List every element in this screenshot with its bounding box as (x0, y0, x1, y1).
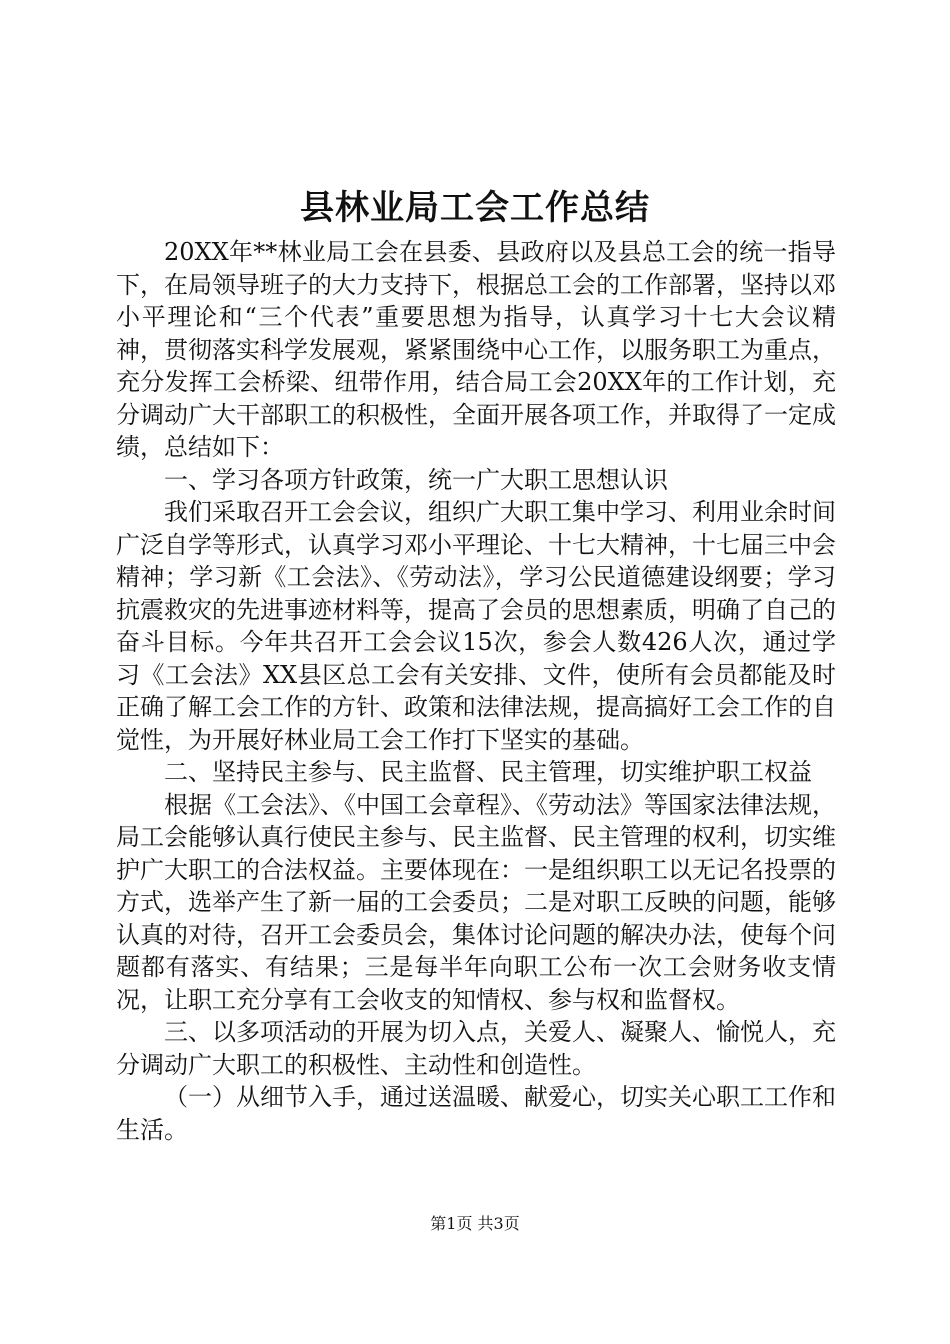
section-heading-3: 三、以多项活动的开展为切入点，关爱人、凝聚人、愉悦人，充分调动广大职工的积极性、主动性和创造性。 (116, 1018, 836, 1079)
subsection-heading-3-1: （一）从细节入手，通过送温暖、献爱心，切实关心职工工作和生活。 (116, 1083, 836, 1144)
page-footer: 第1页 共3页 (430, 1214, 520, 1233)
section-heading-2: 二、坚持民主参与、民主监督、民主管理，切实维护职工权益 (164, 758, 812, 786)
section-heading-1: 一、学习各项方针政策，统一广大职工思想认识 (164, 465, 668, 494)
section-2-paragraph: 根据《工会法》、《中国工会章程》、《劳动法》等国家法律法规，局工会能够认真行使民主参与、民主监督、民主管理的权利，切实维护广大职工的合法权益。主要体现在：一是组织职工以无记名投票的方式，选举产生了新一届的工会委员；二是对职工反映的问题，能够认真的对待，召开工会委员会，集体讨论问题的解决办法，使每个问题都有落实、有结果；三是每半年向职工公布一次工会财务收支情况，让职工充分享有工会收支的知情权、参与权和监督权。 (116, 790, 836, 1014)
section-1-paragraph: 我们采取召开工会会议，组织广大职工集中学习、利用业余时间广泛自学等形式，认真学习邓小平理论、十七大精神，十七届三中会精神；学习新《工会法》、《劳动法》，学习公民道德建设纲要；学习抗震救灾的先进事迹材料等，提高了会员的思想素质，明确了自己的奋斗目标。今年共召开工会会议15次，参会人数426人次，通过学习《工会法》XX县区总工会有关安排、文件，使所有会员都能及时正确了解工会工作的方针、政策和法律法规，提高搞好工会工作的自觉性，为开展好林业局工会工作打下坚实的基础。 (116, 498, 836, 754)
document-body (116, 236, 836, 1146)
intro-paragraph: 20XX年**林业局工会在县委、县政府以及县总工会的统一指导下，在局领导班子的大力支持下，根据总工会的工作部署，坚持以邓小平理论和“三个代表”重要思想为指导，认真学习十七大会议精神，贯彻落实科学发展观，紧紧围绕中心工作，以服务职工为重点，充分发挥工会桥梁、纽带作用，结合局工会20XX年的工作计划，充分调动广大干部职工的积极性，全面开展各项工作，并取得了一定成绩，总结如下： (116, 238, 836, 461)
document-title: 县林业局工会工作总结 (300, 188, 650, 228)
